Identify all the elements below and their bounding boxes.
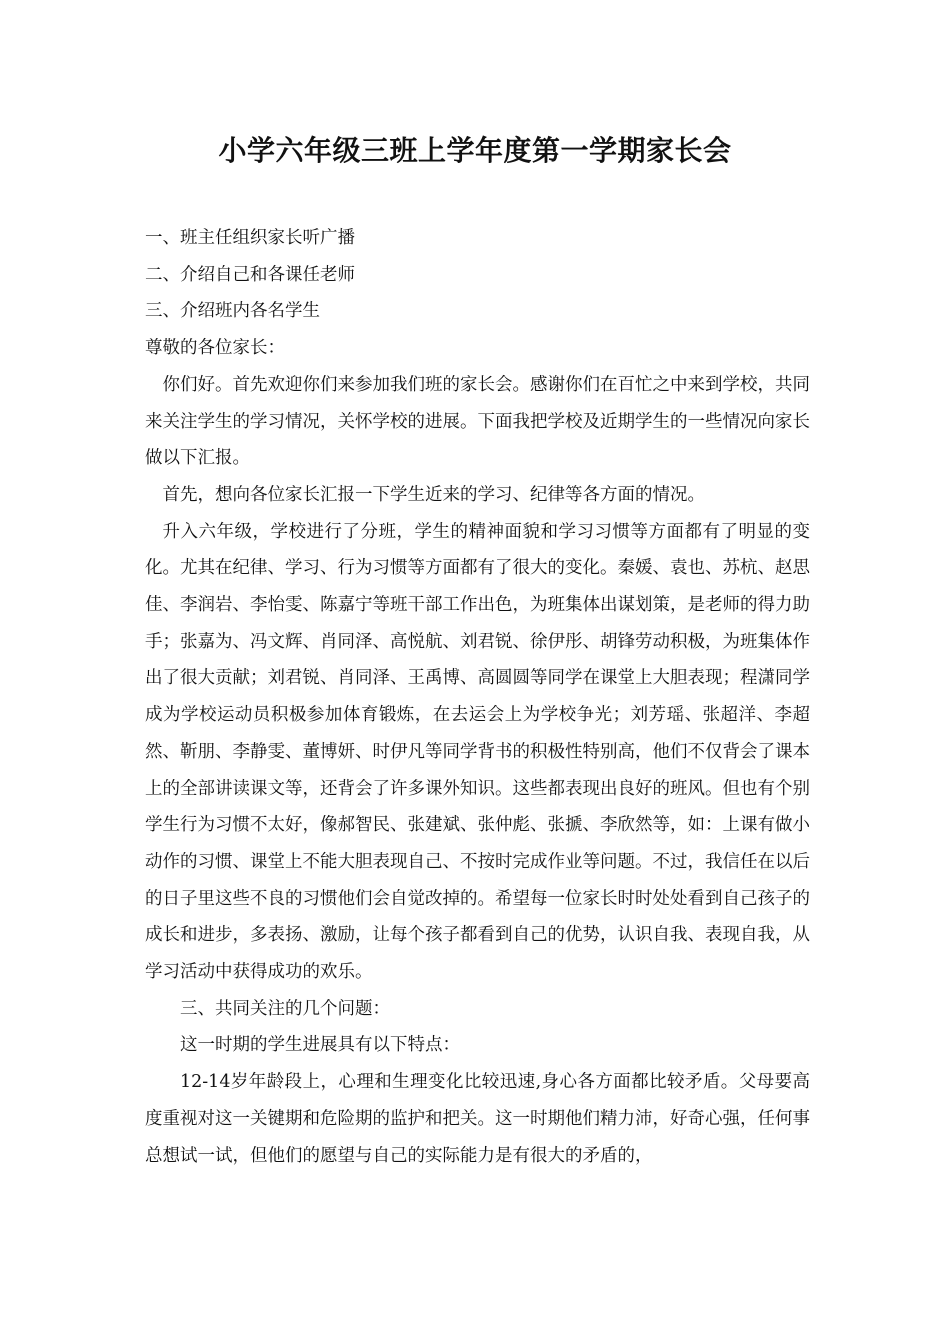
section-heading: 三、共同关注的几个问题：: [180, 998, 390, 1019]
agenda-item: 三、介绍班内各名学生: [145, 301, 320, 322]
first-report-paragraph: 首先，想向各位家长汇报一下学生近来的学习、纪律等各方面的情况。: [162, 484, 705, 505]
salutation: 尊敬的各位家长：: [145, 338, 285, 359]
agenda-item: 二、介绍自己和各课任老师: [145, 264, 355, 285]
document-title: 小学六年级三班上学年度第一学期家长会: [218, 134, 732, 167]
agenda-item: 一、班主任组织家长听广播: [145, 228, 355, 248]
characteristics-paragraph: 这一时期的学生进展具有以下特点：: [180, 1035, 460, 1056]
age-stage-paragraph: 12-14岁年龄段上，心理和生理变化比较迅速,身心各方面都比较矛盾。父母要高度重视对这一关键期和危险期的监护和把关。这一时期他们精力沛，好奇心强，任何事总想试一试，但他们的愿望与自己的实际能力是有很大的矛盾的，: [145, 1072, 810, 1166]
greeting-paragraph: 你们好。首先欢迎你们来参加我们班的家长会。感谢你们在百忙之中来到学校，共同来关注学生的学习情况，关怀学校的进展。下面我把学校及近期学生的一些情况向家长做以下汇报。: [145, 374, 810, 469]
class-progress-paragraph: 升入六年级，学校进行了分班，学生的精神面貌和学习习惯等方面都有了明显的变化。尤其在纪律、学习、行为习惯等方面都有了很大的变化。秦媛、袁也、苏杭、赵思佳、李润岩、李怡雯、陈嘉宁等班干部工作出色，为班集体出谋划策，是老师的得力助手；张嘉为、冯文辉、肖同泽、高悦航、刘君锐、徐伊彤、胡锋劳动积极，为班集体作出了很大贡献；刘君锐、肖同泽、王禹博、高圆圆等同学在课堂上大胆表现；程潇同学成为学校运动员积极参加体育锻炼，在去运会上为学校争光；刘芳瑶、张超洋、李超然、靳朋、李静雯、董博妍、时伊凡等同学背书的积极性特别高，他们不仅背会了课本上的全部讲读课文等，还背会了许多课外知识。这些都表现出良好的班风。但也有个别学生行为习惯不太好，像郝智民、张建斌、张仲彪、张搋、李欣然等，如：上课有做小动作的习惯、课堂上不能大胆表现自己、不按时完成作业等问题。不过，我信任在以后的日子里这些不良的习惯他们会自觉改掉的。希望每一位家长时时处处看到自己孩子的成长和进步，多表扬、激励，让每个孩子都看到自己的优势，认识自我、表现自我，从学习活动中获得成功的欢乐。: [145, 521, 810, 983]
document-body: [145, 220, 810, 1174]
